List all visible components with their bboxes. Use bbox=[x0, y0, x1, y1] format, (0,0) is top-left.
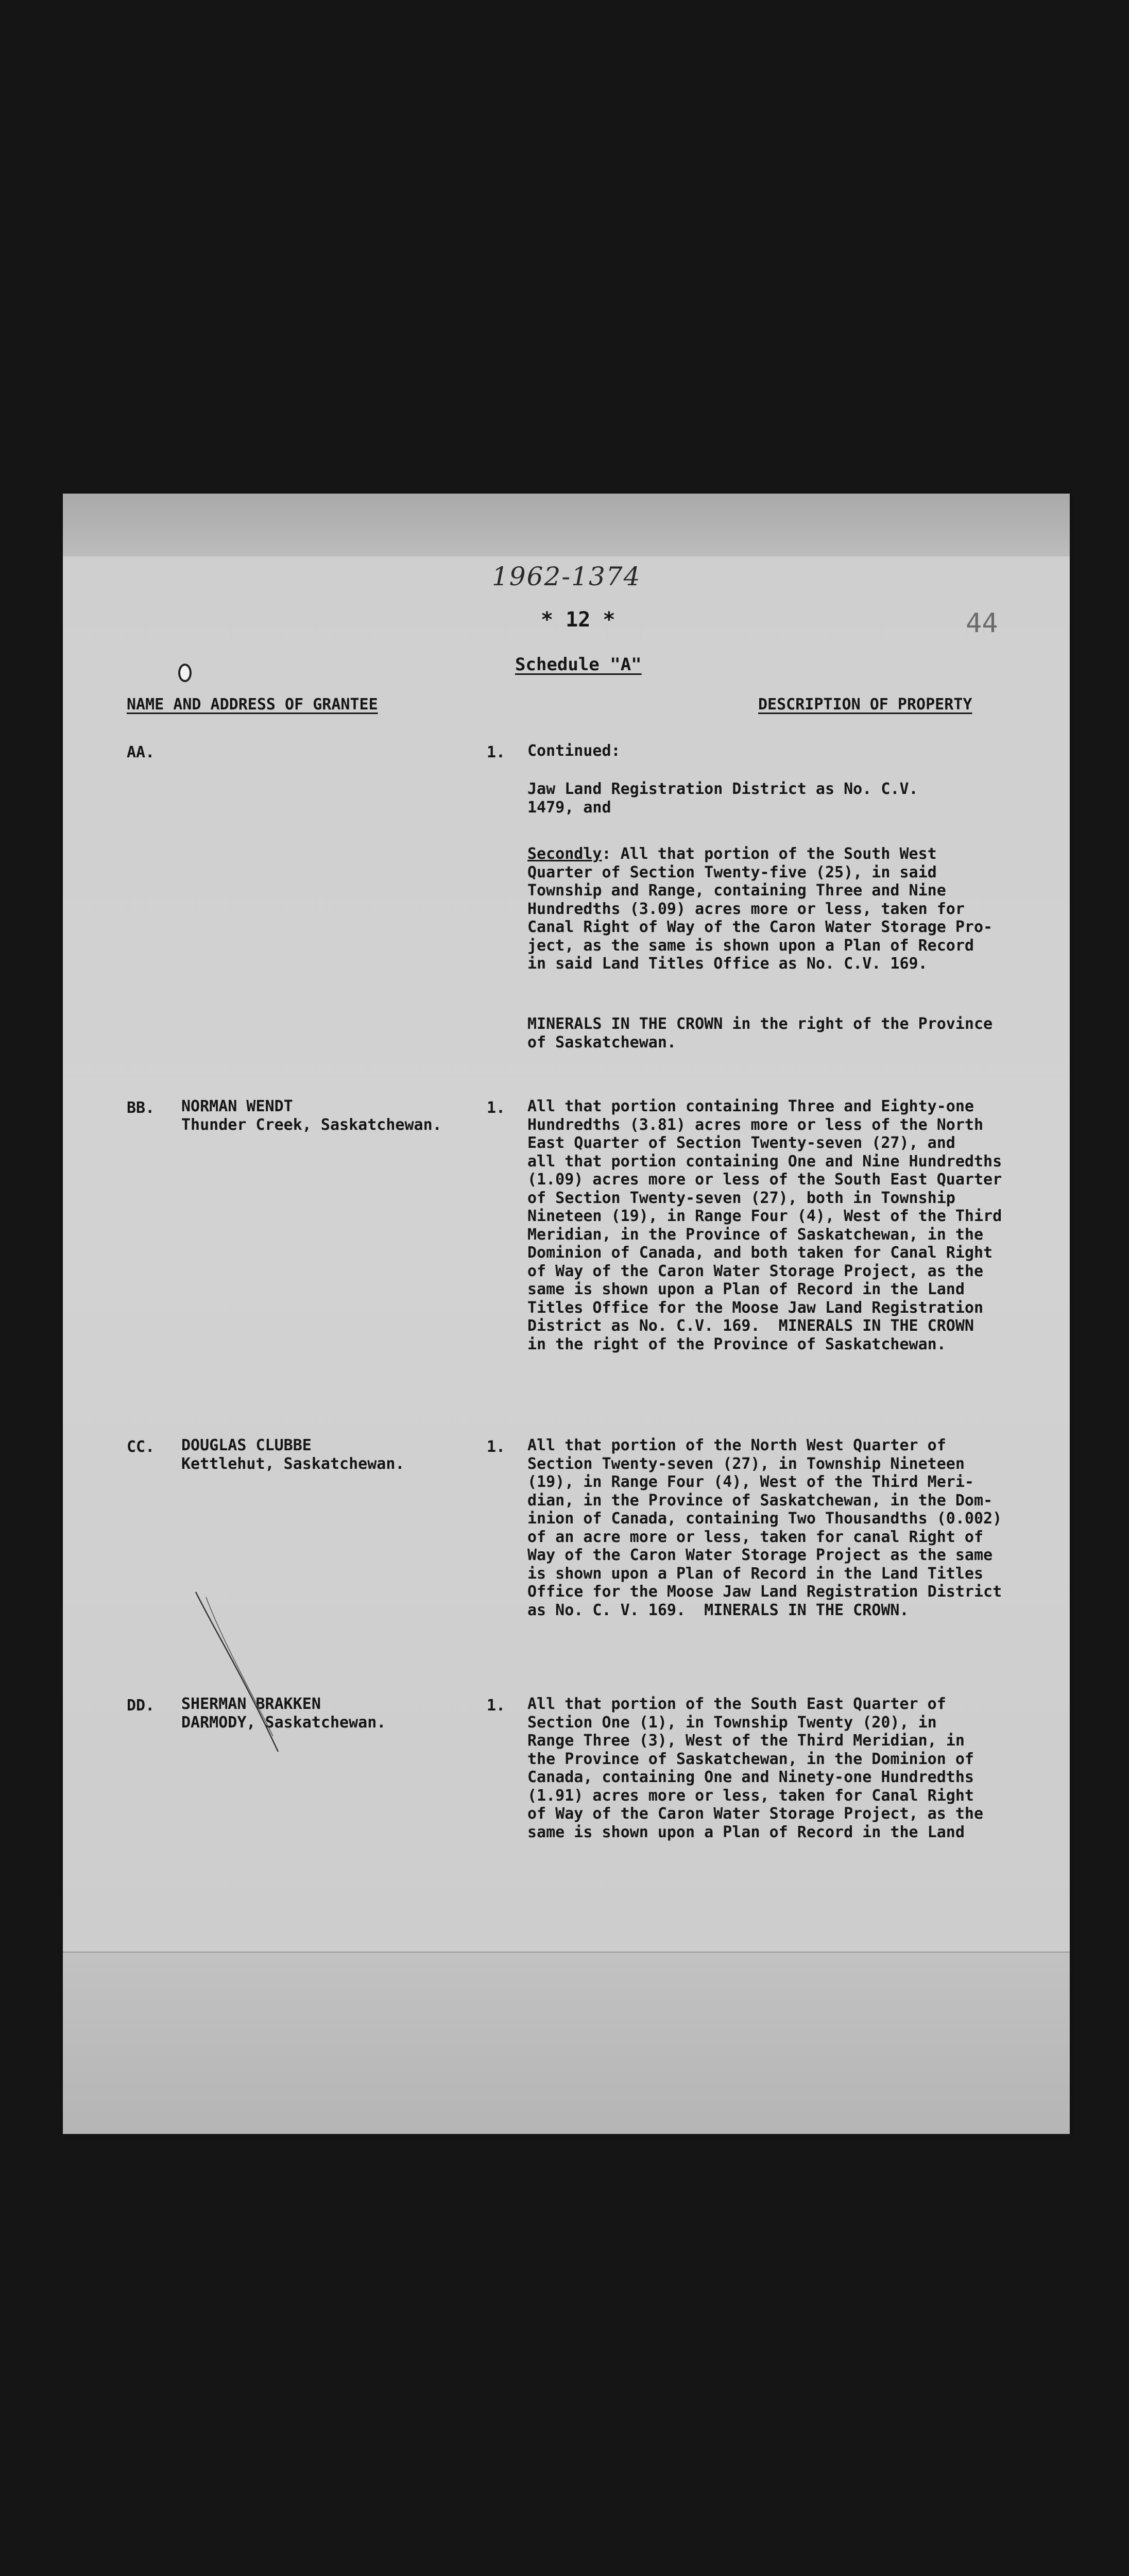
punch-hole-icon bbox=[178, 664, 192, 682]
pencil-mark-icon bbox=[185, 1587, 288, 1762]
entry-dd-label: DD. bbox=[127, 1697, 155, 1715]
entry-aa-continued: Continued: bbox=[527, 742, 621, 760]
entry-aa-paragraph2-text: : All that portion of the South West Quarter of Section Twenty-five (25), in said Township and Range, containing Three and Nine Hundredths (3.09) acres more or less, taken for Canal Right of Way of the Caron Water Storage Pro- ject, as the same is shown upon a Plan of Record in said Land Titles Office as No. C.V. 169. bbox=[527, 845, 993, 973]
entry-cc-description: All that portion of the North West Quarter of Section Twenty-seven (27), in Township Nineteen (19), in Range Four (4), West of the Third Meri- dian, in the Province of Saskatchewan, in the Dom- inion of Canada, containing Two Thousandths (0.002) of an acre more or less, taken for canal Right of Way of the Caron Water Storage Project as the same is shown upon a Plan of Record in the Land Titles Office for the Moose Jaw Land Registration District as No. C. V. 169. MINERALS IN THE CROWN. bbox=[527, 1436, 1002, 1619]
entry-aa-item: 1. bbox=[487, 743, 506, 761]
entry-aa-paragraph2 bbox=[527, 845, 1073, 973]
entry-cc-grantee: DOUGLAS CLUBBE Kettlehut, Saskatchewan. bbox=[181, 1436, 405, 1473]
entry-aa-paragraph1: Jaw Land Registration District as No. C.V. 1479, and bbox=[527, 780, 918, 817]
column-header-description: DESCRIPTION OF PROPERTY bbox=[758, 696, 972, 714]
secondly-label: Secondly bbox=[527, 845, 602, 863]
stamped-number: 44 bbox=[966, 608, 998, 639]
sheet-bottom-fold bbox=[63, 1952, 1070, 2134]
column-header-grantee: NAME AND ADDRESS OF GRANTEE bbox=[127, 696, 378, 714]
entry-bb-grantee: NORMAN WENDT Thunder Creek, Saskatchewan. bbox=[181, 1097, 442, 1134]
entry-dd-item: 1. bbox=[487, 1697, 506, 1715]
entry-bb-item: 1. bbox=[487, 1099, 506, 1117]
entry-bb-description: All that portion containing Three and Eighty-one Hundredths (3.81) acres more or less of the North East Quarter of Section Twenty-seven (27), and all that portion containing One and Nine Hundredths (1.09) acres more or less of the South East Quarter of Section Twenty-seven (27), both in Township Nineteen (19), in Range Four (4), West of the Third Meridian, in the Province of Saskatchewan, in the Dominion of Canada, and both taken for Canal Right of Way of the Caron Water Storage Project, as the same is shown upon a Plan of Record in the Land Titles Office for the Moose Jaw Land Registration District as No. C.V. 169. MINERALS IN THE CROWN in the right of the Province of Saskatchewan. bbox=[527, 1097, 1002, 1353]
entry-aa-paragraph3: MINERALS IN THE CROWN in the right of the Province of Saskatchewan. bbox=[527, 1015, 993, 1052]
entry-cc-item: 1. bbox=[487, 1438, 506, 1456]
entry-dd-description: All that portion of the South East Quarter of Section One (1), in Township Twenty (20), in Range Three (3), West of the Third Meridian, in the Province of Saskatchewan, in the Dominion of Canada, containing One and Ninety-one Hundredths (1.91) acres more or less, taken for Canal Right of Way of the Caron Water Storage Project, as the same is shown upon a Plan of Record in the Land bbox=[527, 1695, 984, 1841]
sheet-top-edge bbox=[63, 494, 1070, 556]
entry-bb-label: BB. bbox=[127, 1099, 155, 1117]
page-number: * 12 * bbox=[541, 608, 615, 632]
handwritten-number: 1962-1374 bbox=[492, 562, 641, 591]
entry-aa-label: AA. bbox=[127, 743, 155, 761]
entry-cc-label: CC. bbox=[127, 1438, 155, 1456]
schedule-title: Schedule "A" bbox=[515, 654, 642, 675]
entry-dd-grantee: SHERMAN BRAKKEN DARMODY, Saskatchewan. bbox=[181, 1695, 386, 1732]
